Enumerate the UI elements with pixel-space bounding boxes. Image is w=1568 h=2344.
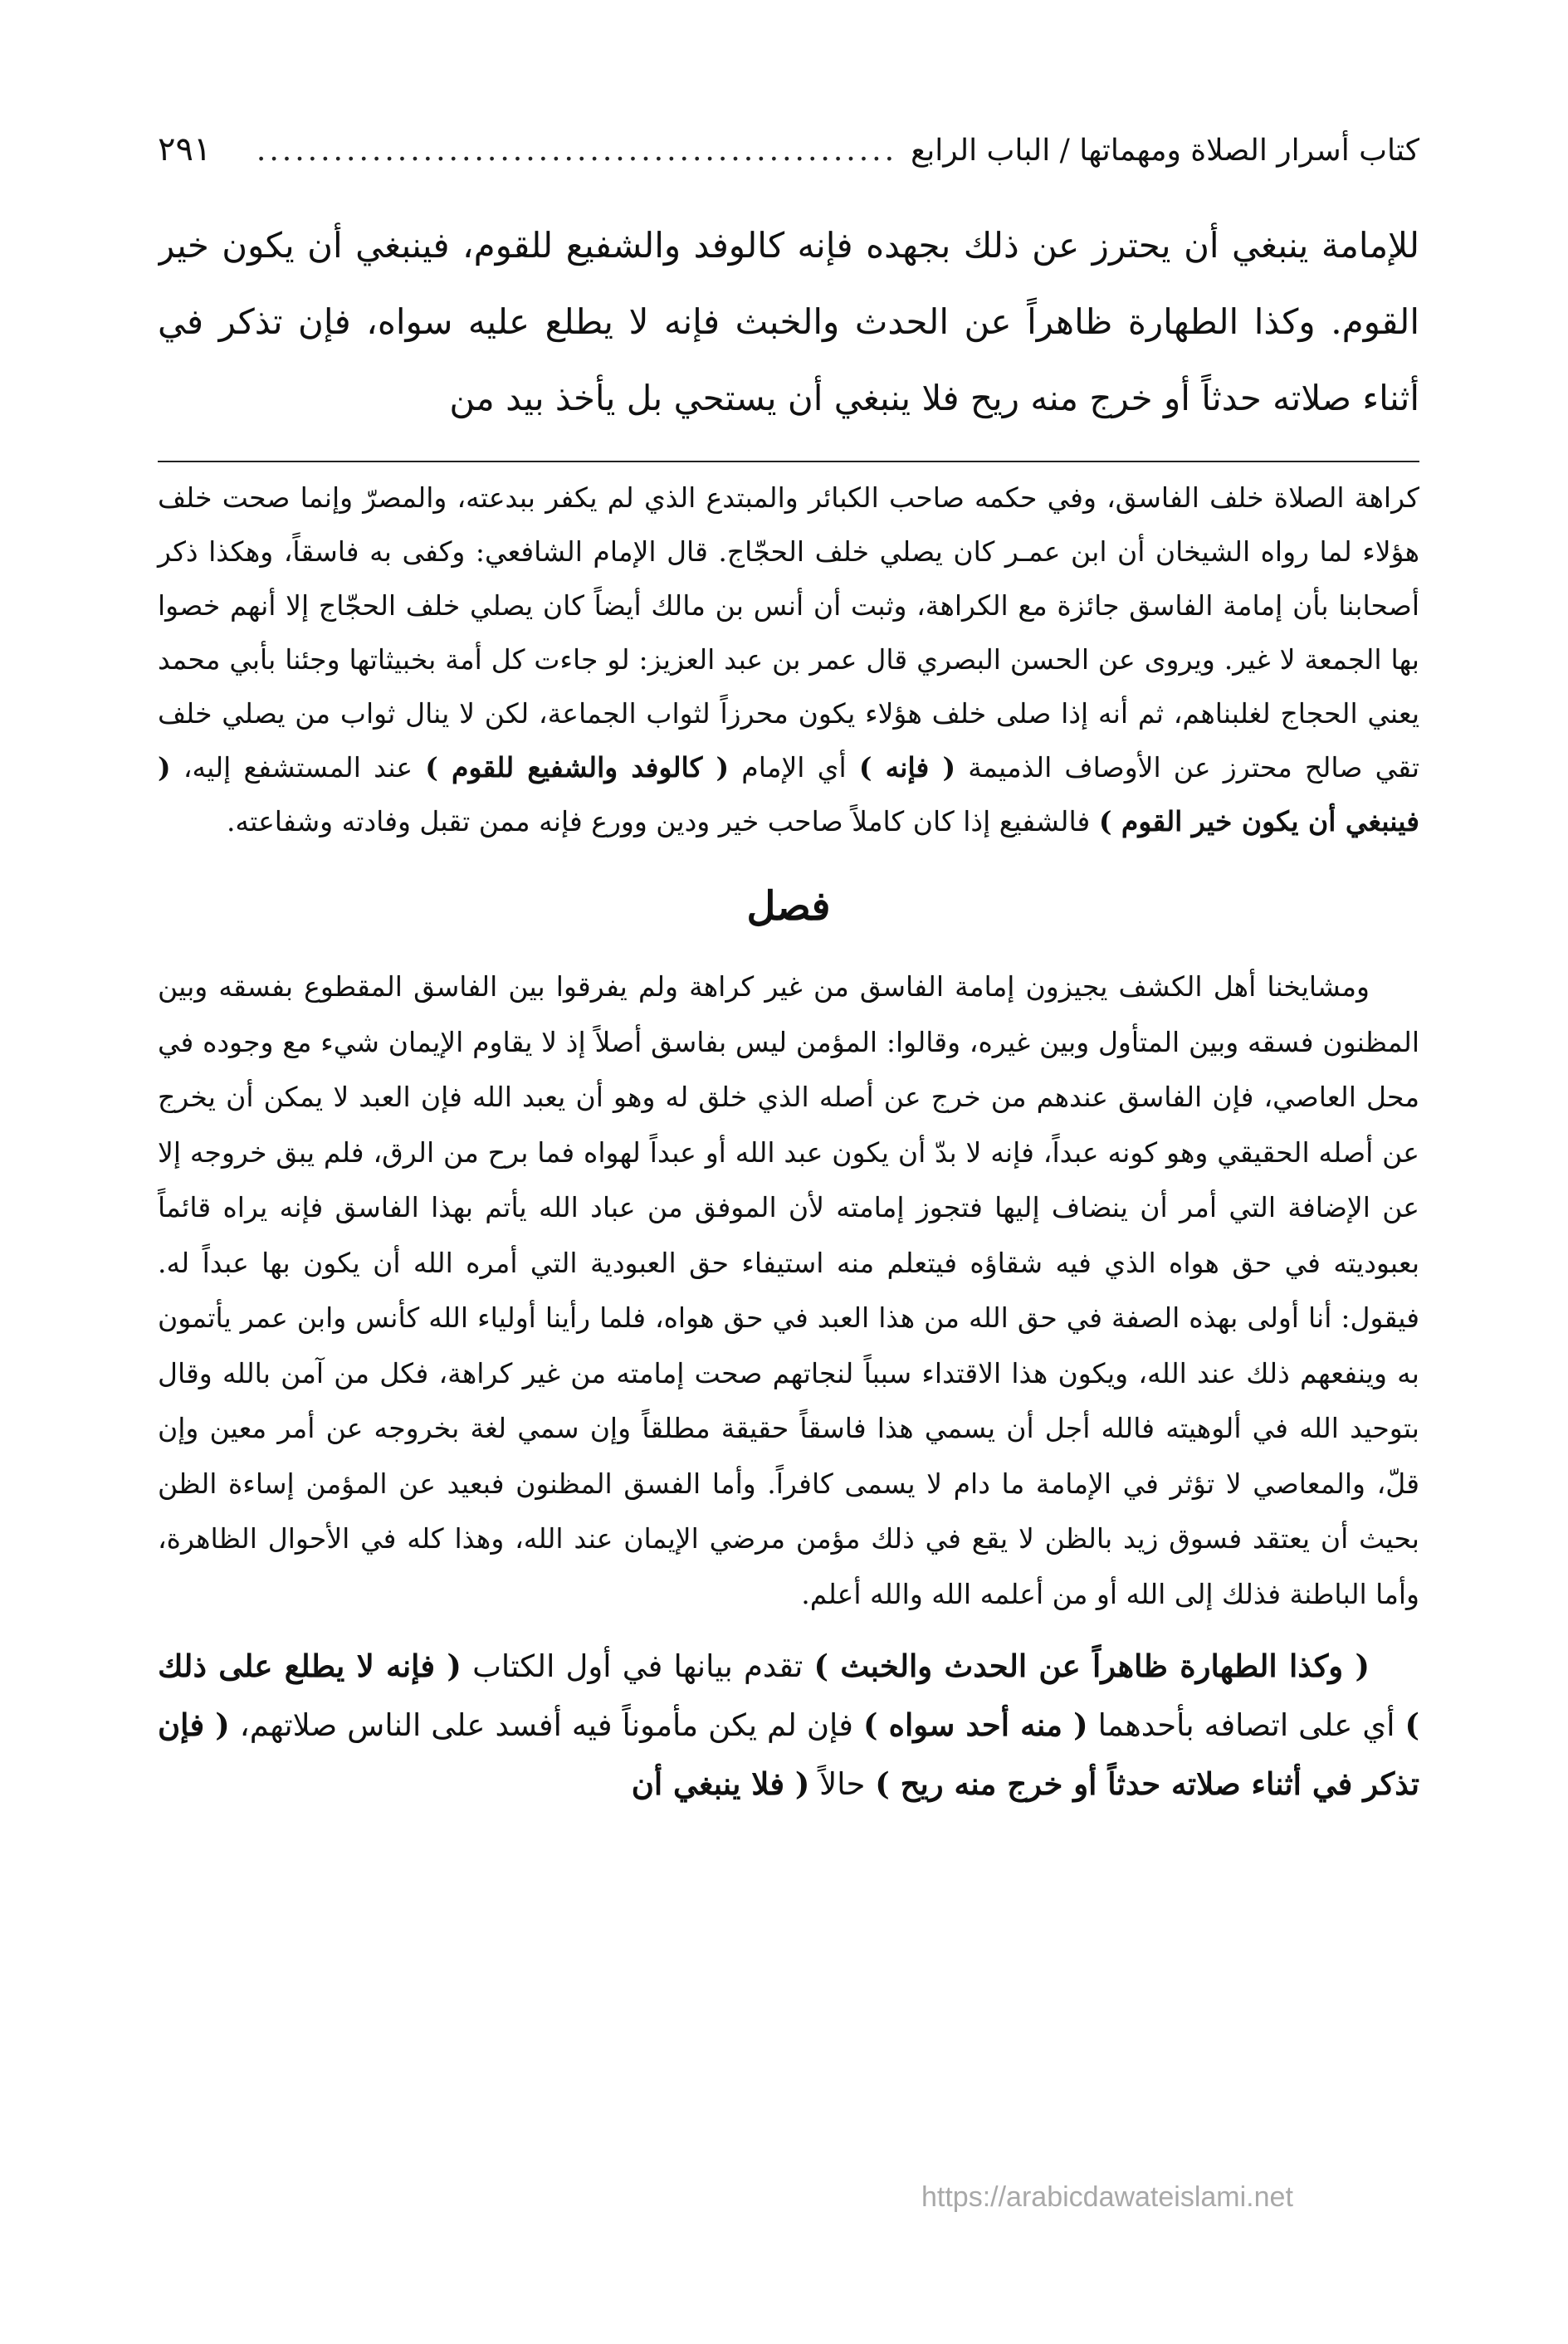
final-quote: ( فلا ينبغي أن xyxy=(631,1765,810,1802)
final-text: تقدم بيانها في أول الكتاب xyxy=(472,1648,804,1684)
commentary-quote: ( كالوفد والشفيع للقوم ) xyxy=(425,751,730,784)
final-text: أي على اتصافه بأحدهما xyxy=(1097,1707,1395,1743)
commentary-quote: ( فإنه ) xyxy=(858,751,956,784)
final-quote: ( منه أحد سواه ) xyxy=(863,1707,1088,1743)
final-text: فإن لم يكن مأموناً فيه أفسد على الناس صلاتهم، xyxy=(239,1707,853,1743)
section-body: ومشايخنا أهل الكشف يجيزون إمامة الفاسق من غير كراهة ولم يفرقوا بين الفاسق المقطوع بفسقه وبين المظنون فسقه وبين المتأول وبين غيره، وقالوا: المؤمن ليس بفاسق أصلاً إذ لا يقاوم الإيمان شيء مع وجوده في محل العاصي، فإن الفاسق عندهم من خرج عن أصله الذي خلق له وهو أن يعبد الله فإن العبد لا يمكن أن يخرج عن أصله الحقيقي وهو كونه عبداً، فإنه لا بدّ أن يكون عبد الله أو عبداً لهواه فما برح من الرق، فلم يبق خروجه إلا عن الإضافة التي أمر أن ينضاف إليها فتجوز إمامته لأن الموفق من عباد الله يأتم بهذا الفاسق فإنه يراه قائماً بعبوديته في حق هواه الذي فيه شقاؤه فيتعلم منه استيفاء حق العبودية التي أمره الله أن يكون بها عبداً له. فيقول: أنا أولى بهذه الصفة في حق الله من هذا العبد في حق هواه، فلما رأينا أولياء الله كأنس وابن عمر يأتمون به وينفعهم ذلك عند الله، ويكون هذا الاقتداء سبباً لنجاتهم صحت إمامته من غير كراهة، فكل من آمن بالله وقال بتوحيد الله في ألوهيته فالله أجل أن يسمي هذا فاسقاً حقيقة مطلقاً وإن سمي لغة بخروجه عن أمر معين وإن قلّ، والمعاصي لا تؤثر في الإمامة ما دام لا يسمى كافراً. وأما الفسق المظنون فبعيد عن المؤمن إساءة الظن بحيث أن يعتقد فسوق زيد بالظن لا يقع في ذلك مؤمن مرضي الإيمان عند الله، وهذا كله في الأحوال الظاهرة، وأما الباطنة فذلك إلى الله أو من أعلمه الله والله أعلم. xyxy=(158,970,1420,1610)
final-quote: ( وكذا الطهارة ظاهراً عن الحدث والخبث ) xyxy=(813,1648,1370,1684)
commentary-text: فالشفيع إذا كان كاملاً صاحب خير ودين وورع فإنه ممن تقبل وفادته وشفاعته. xyxy=(226,805,1091,837)
section-heading: فصل xyxy=(746,883,831,930)
document-page xyxy=(158,125,1419,1814)
watermark-url: https://arabicdawateislami.net xyxy=(921,2181,1293,2213)
final-quote: ( فإنه لا يطلع على ذلك ) xyxy=(158,1648,1420,1743)
commentary-text: كراهة الصلاة خلف الفاسق، وفي حكمه صاحب الكبائر والمبتدع الذي لم يكفر ببدعته، والمصرّ وإنما صحت خلف هؤلاء لما رواه الشيخان أن ابن عمـر كان يصلي خلف الحجّاج. قال الإمام الشافعي: وكفى به فاسقاً، وهكذا ذكر أصحابنا بأن إمامة الفاسق جائزة مع الكراهة، وثبت أن أنس بن مالك أيضاً كان يصلي خلف الحجّاج إلا أنهم خصوا بها الجمعة لا غير. ويروى عن الحسن البصري قال عمر بن عبد العزيز: لو جاءت كل أمة بخبيثاتها وجئنا بأبي محمد يعني الحجاج لغلبناهم، ثم أنه إذا صلى خلف هؤلاء يكون محرزاً لثواب الجماعة، لكن لا ينال ثواب من يصلي خلف تقي صالح محترز عن الأوصاف الذميمة xyxy=(158,481,1420,784)
header-title: كتاب أسرار الصلاة ومهماتها / الباب الرابع xyxy=(911,134,1419,168)
commentary-block xyxy=(158,471,1419,848)
commentary-quote: ( فينبغي أن يكون خير القوم ) xyxy=(158,751,1419,837)
commentary-text: عند المستشفع إليه، xyxy=(183,751,413,784)
main-text: للإمامة ينبغي أن يحترز عن ذلك بجهده فإنه كالوفد والشفيع للقوم، فينبغي أن يكون خير القوم. وكذا الطهارة ظاهراً عن الحدث والخبث فإنه لا يطلع عليه سواه، فإن تذكر في أثناء صلاته حدثاً أو خرج منه ريح فلا ينبغي أن يستحي بل يأخذ بيد من xyxy=(158,225,1419,418)
final-text: حالاً xyxy=(819,1766,866,1802)
final-quote: ( فإن تذكر في أثناء صلاته حدثاً أو خرج منه ريح ) xyxy=(158,1707,1419,1802)
header-leader-dots: .................................................. xyxy=(256,134,898,168)
page-number: ٢٩١ xyxy=(158,130,212,168)
final-paragraph xyxy=(158,1637,1419,1814)
separator-rule xyxy=(158,461,1419,462)
commentary-text: أي الإمام xyxy=(741,751,847,784)
running-header xyxy=(158,125,1419,183)
